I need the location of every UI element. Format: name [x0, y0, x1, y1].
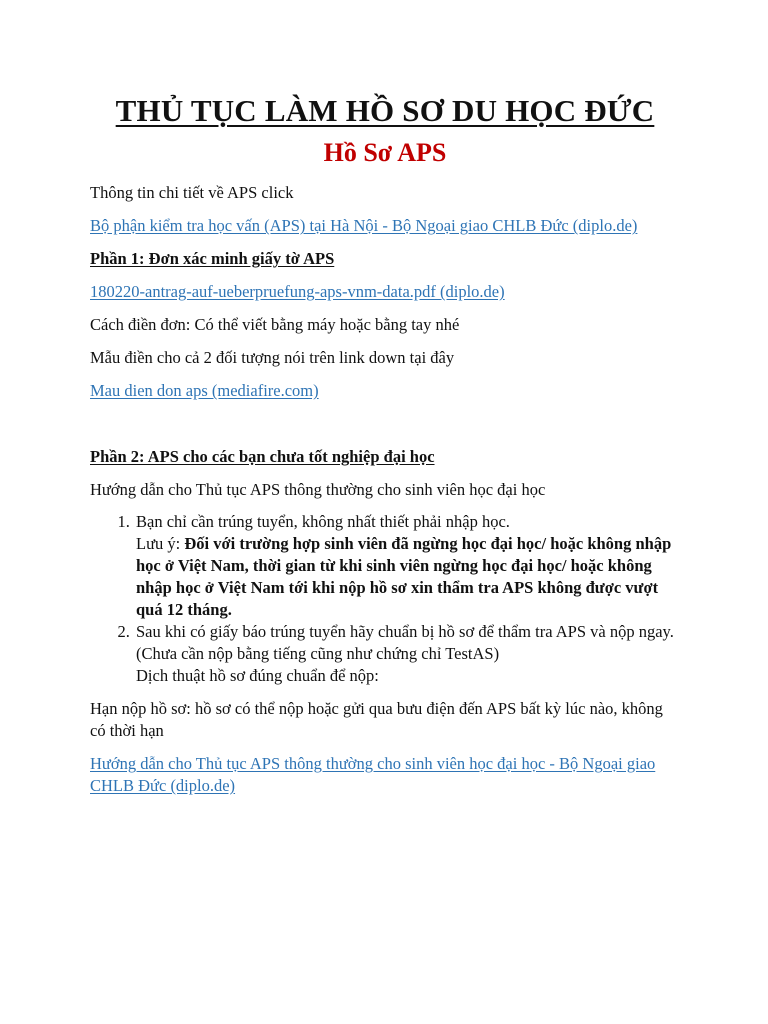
list-item	[134, 621, 680, 687]
sample-form-link[interactable]: Mau dien don aps (mediafire.com)	[90, 381, 319, 400]
aps-guide-link[interactable]: Hướng dẫn cho Thủ tục APS thông thường cho sinh viên học đại học - Bộ Ngoại giao CHLB Đức (diplo.de)	[90, 754, 656, 795]
part2-paragraph	[90, 446, 680, 468]
step-1-note: Đối với trường hợp sinh viên đã ngừng học đại học/ hoặc không nhập học ở Việt Nam, thời gian từ khi sinh viên ngừng học đại học/ hoặc không nhập học ở Việt Nam tới khi nộp hồ sơ xin thẩm tra APS không được vượt quá 12 tháng.	[136, 534, 672, 619]
part1-heading: Phần 1: Đơn xác minh giấy tờ APS	[90, 249, 335, 268]
sample-text: Mẫu điền cho cả 2 đối tượng nói trên link down tại đây	[90, 348, 455, 367]
form-link-paragraph	[90, 281, 680, 303]
part2-heading: Phần 2: APS cho các bạn chưa tốt nghiệp đại học	[90, 447, 435, 466]
aps-info-link[interactable]: Bộ phận kiểm tra học vấn (APS) tại Hà Nội - Bộ Ngoại giao CHLB Đức (diplo.de)	[90, 216, 638, 235]
part1-paragraph	[90, 248, 680, 270]
step-2-text: Sau khi có giấy báo trúng tuyển hãy chuẩn bị hồ sơ để thẩm tra APS và nộp ngay. (Chưa cần nộp bằng tiếng cũng như chứng chỉ TestAS)	[136, 622, 674, 663]
document-subtitle: Hồ Sơ APS	[323, 138, 447, 167]
steps-list	[90, 511, 680, 687]
step-2-extra: Dịch thuật hồ sơ đúng chuẩn để nộp:	[136, 666, 379, 685]
step-1-note-label: Lưu ý:	[136, 534, 185, 553]
guide-link-paragraph	[90, 753, 680, 797]
deadline-text: Hạn nộp hồ sơ: hồ sơ có thể nộp hoặc gửi qua bưu điện đến APS bất kỳ lúc nào, không có thời hạn	[90, 699, 663, 740]
document-title: THỦ TỤC LÀM HỒ SƠ DU HỌC ĐỨC	[115, 93, 655, 128]
list-item	[134, 511, 680, 621]
intro-text: Thông tin chi tiết về APS click	[90, 183, 294, 202]
intro-paragraph	[90, 215, 680, 237]
sample-link-paragraph	[90, 380, 680, 402]
guide-text: Hướng dẫn cho Thủ tục APS thông thường cho sinh viên học đại học	[90, 480, 546, 499]
aps-form-pdf-link[interactable]: 180220-antrag-auf-ueberpruefung-aps-vnm-data.pdf (diplo.de)	[90, 282, 505, 301]
fill-instructions: Cách điền đơn: Có thể viết bằng máy hoặc bằng tay nhé	[90, 315, 460, 334]
step-1-text: Bạn chỉ cần trúng tuyển, không nhất thiết phải nhập học.	[136, 512, 510, 531]
